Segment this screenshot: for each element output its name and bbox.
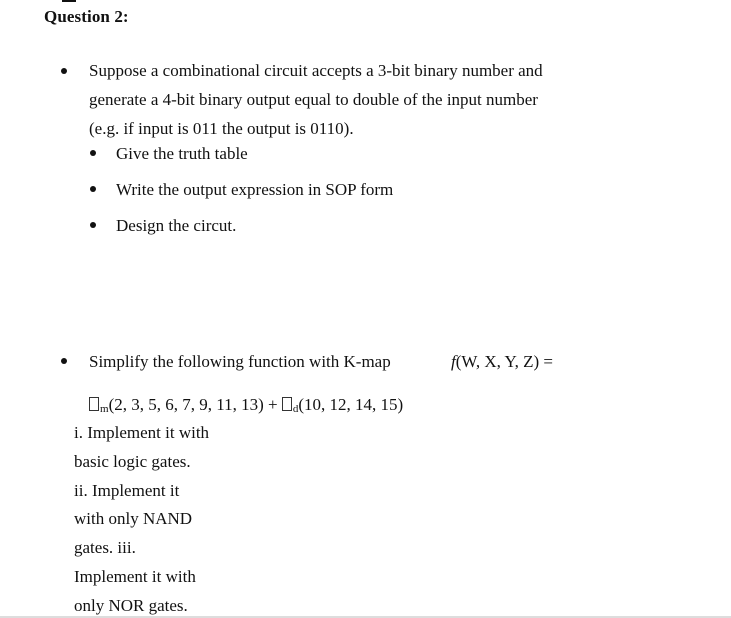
bullet-part-1 [61, 68, 67, 74]
bullet-part-2 [61, 358, 67, 364]
part-1-line-1: Suppose a combinational circuit accepts a 3-bit binary number and [89, 61, 543, 80]
bullet-subitem-1 [90, 150, 96, 156]
task-line-5: gates. iii. [74, 538, 136, 557]
dontcare-subscript: d [292, 403, 299, 415]
subitem-design-circuit: Design the circut. [116, 216, 237, 235]
bullet-subitem-3 [90, 222, 96, 228]
function-name: f [451, 352, 456, 371]
top-edge-mark [62, 0, 76, 2]
part-1-line-3: (e.g. if input is 011 the output is 0110). [89, 119, 354, 138]
subitem-truth-table: Give the truth table [116, 144, 248, 163]
function-variables: (W, X, Y, Z) = [455, 352, 553, 371]
task-line-2: basic logic gates. [74, 452, 191, 471]
part-1-line-2: generate a 4-bit binary output equal to double of the input number [89, 90, 538, 109]
minterm-subscript: m [100, 403, 109, 415]
subitem-sop-expression: Write the output expression in SOP form [116, 180, 394, 199]
sum-symbol-icon [282, 397, 292, 411]
function-definition [451, 352, 553, 372]
dontcare-list: (10, 12, 14, 15) [298, 395, 404, 414]
task-line-6: Implement it with [74, 567, 196, 586]
minterm-list: (2, 3, 5, 6, 7, 9, 11, 13) + [108, 395, 278, 414]
task-line-4: with only NAND [74, 509, 193, 528]
question-heading: Question 2: [44, 7, 129, 26]
function-terms [89, 395, 403, 419]
task-line-1: i. Implement it with [74, 423, 210, 442]
task-line-3: ii. Implement it [74, 481, 180, 500]
sum-symbol-icon [89, 397, 99, 411]
bullet-subitem-2 [90, 186, 96, 192]
kmap-instruction: Simplify the following function with K-map [89, 352, 391, 371]
task-line-7: only NOR gates. [74, 596, 188, 615]
